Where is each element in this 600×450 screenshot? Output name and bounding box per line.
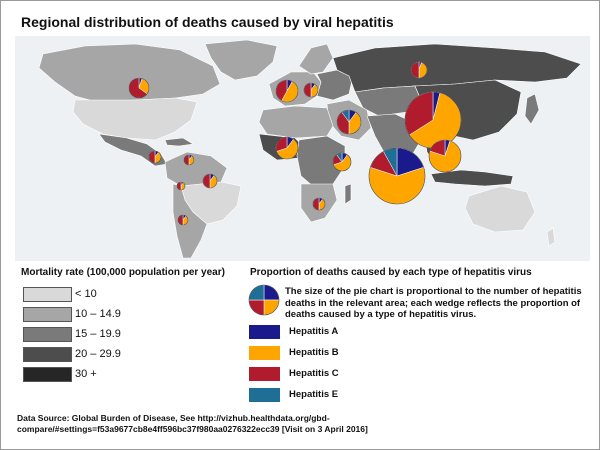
- map-pie-chart: [184, 155, 194, 165]
- map-pie-chart: [411, 62, 427, 78]
- virus-label: Hepatitis B: [289, 347, 339, 358]
- virus-swatch: [249, 346, 280, 360]
- virus-label: Hepatitis E: [289, 389, 339, 400]
- map-pie-chart: [203, 174, 217, 188]
- map-pie-chart: [333, 153, 351, 171]
- mortality-label: 20 – 29.9: [75, 348, 121, 360]
- legend-pie: [249, 285, 279, 315]
- map-pie-chart: [405, 92, 461, 148]
- data-source-note: Data Source: Global Burden of Disease, See http://vizhub.healthdata.org/gbd-compare/#settings=f53a9677cb8e4ff596bc37f980aa0276322ecc39 [Visit on 3 April 2016]: [17, 413, 368, 434]
- map-pie-chart: [178, 215, 188, 225]
- mortality-label: 15 – 19.9: [75, 328, 121, 340]
- mortality-legend-item: [23, 347, 243, 363]
- mortality-legend-title: Mortality rate (100,000 population per year): [21, 267, 225, 278]
- map-pie-chart: [313, 198, 325, 210]
- map-pie-chart: [149, 151, 161, 163]
- map-pie-chart: [129, 78, 149, 98]
- virus-swatch: [249, 388, 280, 402]
- region-scandinavia: [299, 44, 333, 74]
- virus-legend-item: [249, 388, 449, 404]
- virus-label: Hepatitis C: [289, 368, 339, 379]
- mortality-legend-item: [23, 327, 243, 343]
- mortality-legend-item: [23, 307, 243, 323]
- mortality-label: < 10: [75, 288, 97, 300]
- proportion-legend-description: The size of the pie chart is proportional to the number of hepatitis deaths in the relevant area; each wedge reflects the proportion of deaths caused by a type of hepatitis virus.: [285, 286, 582, 320]
- mortality-label: 10 – 14.9: [75, 308, 121, 320]
- region-new-zealand: [547, 228, 555, 246]
- mortality-swatch: [23, 327, 72, 342]
- region-usa: [73, 98, 197, 140]
- virus-legend-item: [249, 346, 449, 362]
- region-australia: [465, 186, 535, 232]
- figure-title: Regional distribution of deaths caused by viral hepatitis: [21, 14, 394, 30]
- map-pie-chart: [276, 80, 298, 102]
- mortality-swatch: [23, 287, 72, 302]
- mortality-swatch: [23, 367, 72, 382]
- proportion-legend-title: Proportion of deaths caused by each type of hepatitis virus: [250, 267, 532, 278]
- map-pie-chart: [177, 182, 185, 190]
- mortality-legend-item: [23, 367, 243, 383]
- mortality-legend-item: [23, 287, 243, 303]
- map-pie-chart: [337, 110, 361, 134]
- map-pie-chart: [429, 140, 461, 172]
- region-south-america-north: [165, 152, 227, 186]
- virus-legend-item: [249, 325, 449, 341]
- world-map: [15, 36, 590, 261]
- region-indonesia: [431, 170, 513, 186]
- mortality-label: 30 +: [75, 368, 97, 380]
- virus-legend-item: [249, 367, 449, 383]
- region-caribbean: [165, 138, 193, 146]
- region-canada: [39, 44, 220, 102]
- virus-swatch: [249, 367, 280, 381]
- map-pie-chart: [369, 148, 425, 204]
- region-japan: [525, 94, 539, 124]
- map-pie-chart: [276, 137, 298, 159]
- region-madagascar: [345, 184, 351, 204]
- mortality-swatch: [23, 347, 72, 362]
- map-pie-chart: [304, 83, 318, 97]
- mortality-swatch: [23, 307, 72, 322]
- region-north-africa: [259, 106, 333, 138]
- legend-pie-icon: [247, 283, 281, 317]
- virus-swatch: [249, 325, 280, 339]
- virus-label: Hepatitis A: [289, 326, 339, 337]
